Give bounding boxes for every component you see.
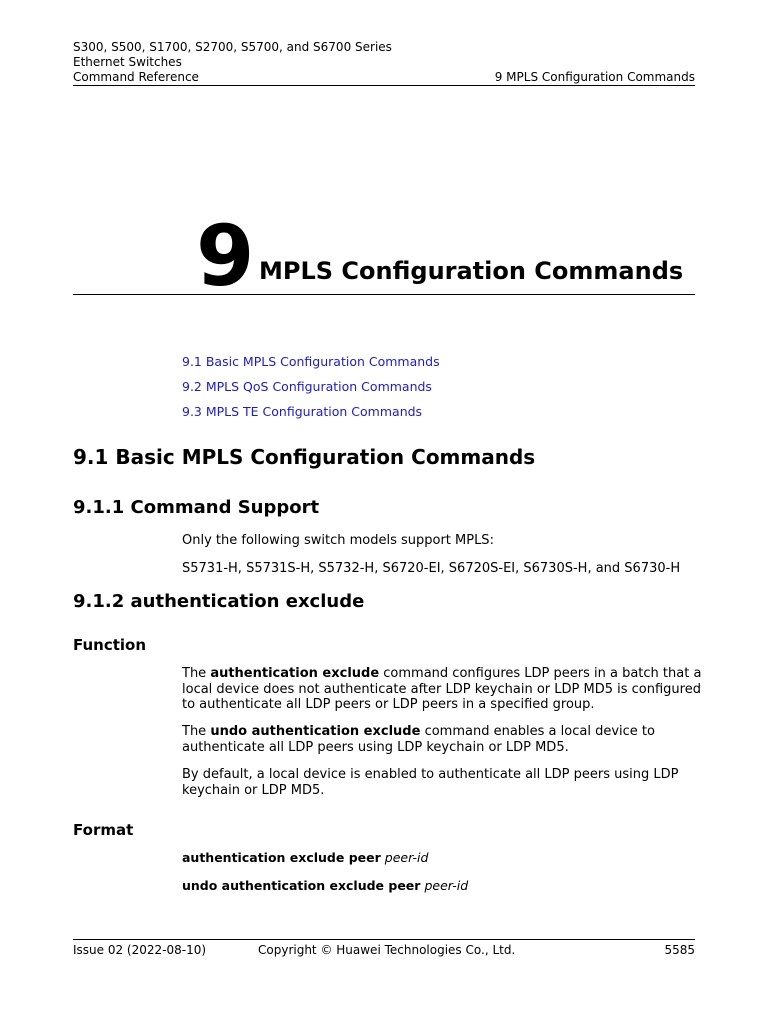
p2-pre: The [182, 724, 211, 739]
running-header [73, 40, 392, 85]
chapter-title: MPLS Configuration Commands [259, 257, 684, 285]
p2-post: command enables a local device to authenticate all LDP peers using LDP keychain or LDP MD5. [182, 724, 655, 755]
function-paragraph-2 [182, 724, 702, 755]
chapter-toc [182, 354, 440, 420]
toc-link-9-1[interactable]: 9.1 Basic MPLS Configuration Commands [182, 354, 440, 369]
header-product-line: S300, S500, S1700, S2700, S5700, and S6700 Series [73, 40, 392, 54]
header-doc-title: Command Reference [73, 70, 199, 84]
cmd1-param: peer-id [384, 850, 429, 865]
p2-command: undo authentication exclude [210, 724, 421, 739]
header-chapter-title: 9 MPLS Configuration Commands [494, 70, 695, 84]
function-heading: Function [73, 636, 147, 654]
p1-command: authentication exclude [210, 666, 380, 681]
cmd2-param: peer-id [424, 878, 469, 893]
function-paragraph-1 [182, 666, 702, 713]
command-support-models: S5731-H, S5731S-H, S5732-H, S6720-EI, S6720S-EI, S6730S-H, and S6730-H [182, 561, 681, 576]
p1-pre: The [182, 666, 211, 681]
header-product-type: Ethernet Switches [73, 55, 182, 69]
footer-copyright: Copyright © Huawei Technologies Co., Ltd. [258, 943, 516, 957]
header-rule [73, 85, 695, 86]
function-paragraph-3: By default, a local device is enabled to authenticate all LDP peers using LDP keychain or LDP MD5. [182, 767, 679, 798]
footer-page-number: 5585 [664, 943, 695, 957]
format-command-1 [182, 850, 428, 866]
section-heading-9-1-2: 9.1.2 authentication exclude [73, 591, 365, 612]
toc-link-9-3[interactable]: 9.3 MPLS TE Configuration Commands [182, 404, 423, 419]
format-heading: Format [73, 821, 134, 839]
p1-post: command configures LDP peers in a batch that a local device does not authenticate after LDP keychain or LDP MD5 is configured to authenticate all LDP peers or LDP peers in a specified group. [182, 666, 702, 712]
section-heading-9-1-1: 9.1.1 Command Support [73, 497, 320, 518]
chapter-number: 9 [196, 207, 253, 305]
toc-link-9-2[interactable]: 9.2 MPLS QoS Configuration Commands [182, 379, 432, 394]
format-command-2 [182, 878, 468, 894]
cmd2-keyword: undo authentication exclude peer [182, 878, 421, 893]
command-support-intro: Only the following switch models support MPLS: [182, 533, 494, 548]
footer-rule [73, 939, 695, 940]
chapter-rule [73, 294, 695, 295]
section-heading-9-1: 9.1 Basic MPLS Configuration Commands [73, 445, 536, 469]
cmd1-keyword: authentication exclude peer [182, 850, 381, 865]
footer-issue: Issue 02 (2022-08-10) [73, 943, 207, 957]
